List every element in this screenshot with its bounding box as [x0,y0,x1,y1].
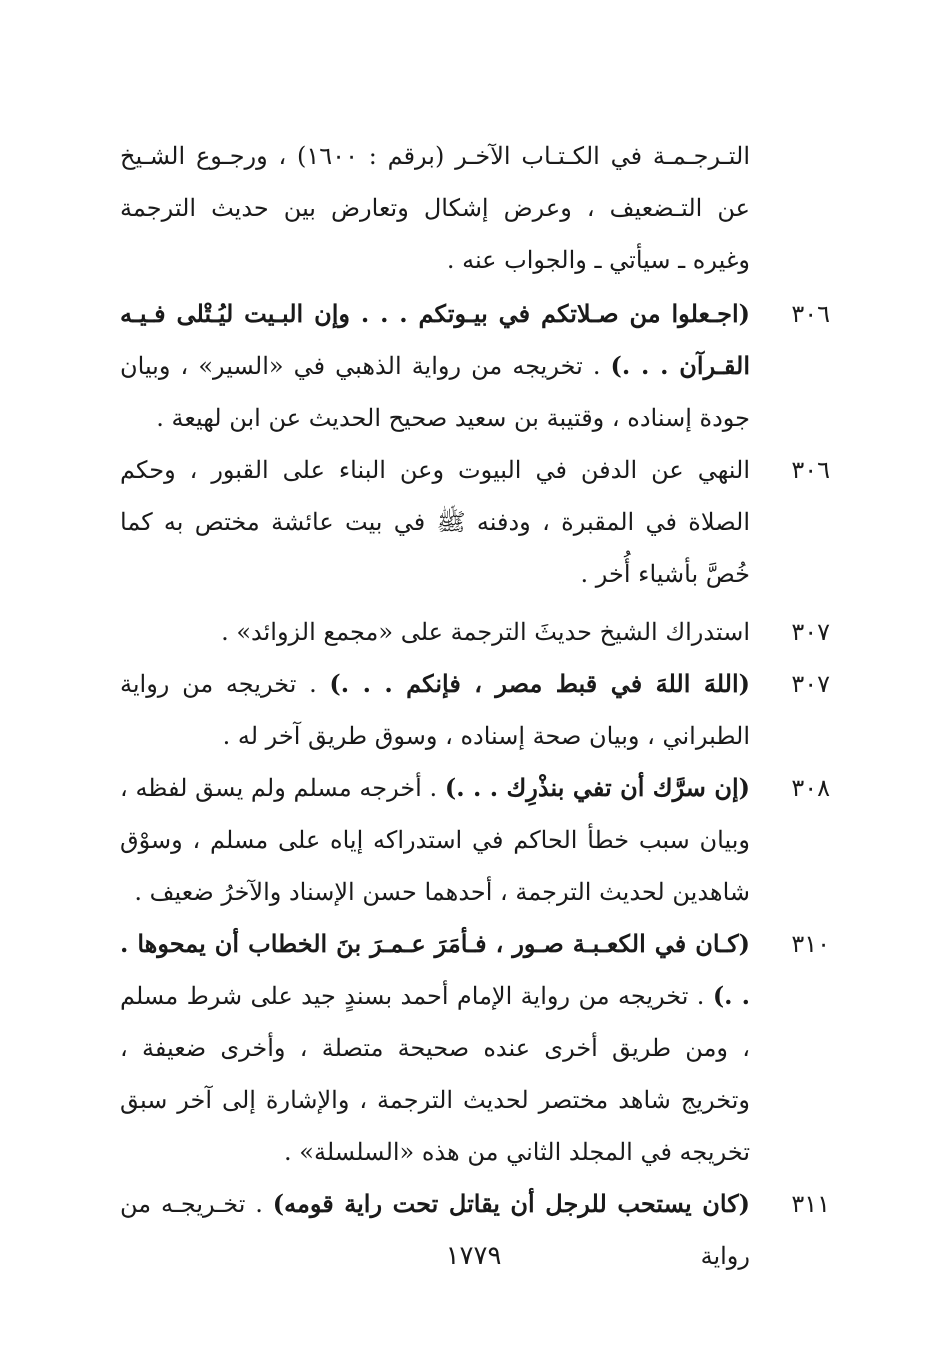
entry-hadith-title: (اجـعلوا من صـلاتكم في بيـوتكم . . . وإن البـيت ليُـتْلى فـيـه القـرآن . . .) [120,299,750,380]
entry-page-number: ٣٠٧ [791,670,830,698]
intro-line-1: التـرجـمـة في الكـتـاب الآخـر (برقم : ١٦٠٠) ، ورجـوع الشـيخ عن [120,142,750,222]
entry-text [120,300,750,432]
entry-text [120,774,750,906]
entry-hadith-title: (كان يستحب للرجل أن يقاتل تحت راية قومه) [272,1189,750,1218]
index-entry [120,918,830,1178]
entry-page-number: ٣١٠ [791,930,830,958]
entry-page-number: ٣٠٨ [791,774,830,802]
entry-description: . أخرجه مسلم ولم يسق لفظه ، وبيان سبب خطأ الحاكم في استدراكه إياه على مسلم ، وسوْق شاهدين لحديث الترجمة ، أحدهما حسن الإسناد والآخرُ ضعيف . [120,774,750,906]
intro-paragraph [120,130,830,286]
entry-description: . تخريجه من رواية الذهبي في «السير» ، وبيان جودة إسناده ، وقتيبة بن سعيد صحيح الحديث عن ابن لهيعة . [120,352,750,432]
entry-description: استدراك الشيخ حديثَ الترجمة على «مجمع الزوائد» . [221,618,750,646]
index-entry [120,762,830,918]
entry-text [120,456,750,588]
entry-description: النهي عن الدفن في البيوت وعن البناء على القبور ، وحكم الصلاة في المقبرة ، ودفنه ﷺ في بيت عائشة مختص به كما خُصَّ بأشياء أُخر . [120,456,750,588]
entry-text [221,618,750,646]
entry-description: . تخريجه من رواية الإمام أحمد بسندٍ جيد على شرط مسلم ، ومن طريق أخرى عنده صحيحة متصلة ، وأخرى ضعيفة ، وتخريج شاهد مختصر لحديث الترجمة ، والإشارة إلى آخر سبق تخريجه في المجلد الثاني من هذه «السلسلة» . [120,982,750,1166]
entry-hadith-title: (كـان في الكعـبـة صـور ، فـأمَرَ عـمـرَ بنَ الخطاب أن يمحوها . . .) [120,929,751,1010]
intro-line-3: سيأتي ـ والجواب عنه . [446,246,671,274]
index-entry [120,606,830,658]
intro-line-2: التـضعيف ، وعرض إشكال وتعارض بين حديث الترجمة وغيره ـ [120,194,750,274]
entry-description: . تخريجه من رواية الطبراني ، وبيان صحة إسناده ، وسوق طريق آخر له . [120,670,750,750]
entry-page-number: ٣٠٧ [791,618,830,646]
page-number: ١٧٧٩ [445,1241,502,1271]
entry-description: . تخـريجـه من رواية [120,1190,750,1270]
index-entry [120,658,830,762]
page-footer [0,1236,947,1276]
index-entry [120,444,830,600]
entry-text [120,930,750,1166]
index-entry [120,288,830,444]
entry-page-number: ٣٠٦ [791,300,830,328]
entry-page-number: ٣٠٦ [791,456,830,484]
entry-text [120,670,750,750]
entry-hadith-title: (إن سرَّك أن تفي بنذْرِك . . .) [444,773,750,802]
page-body [120,130,830,1282]
entry-hadith-title: (اللهَ اللهَ في قبط مصر ، فإنكم . . .) [329,669,750,698]
entry-page-number: ٣١١ [791,1190,830,1218]
